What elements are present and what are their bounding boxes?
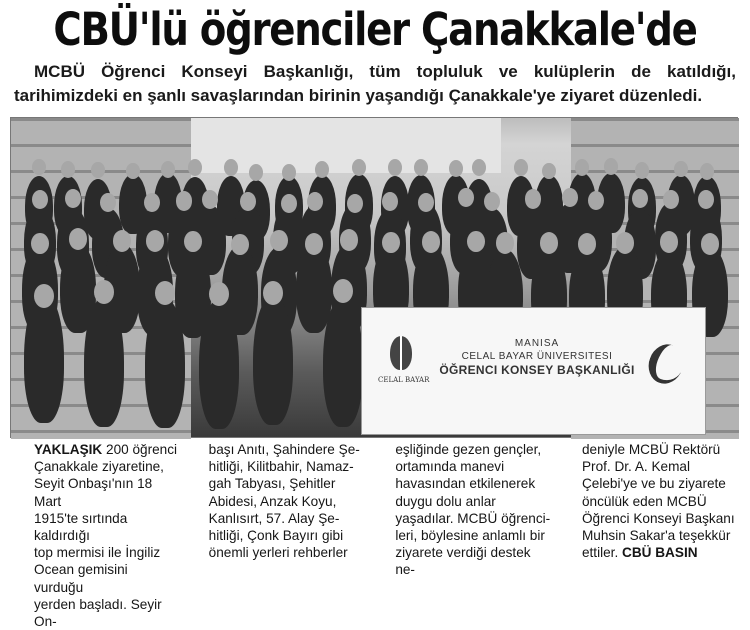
student-face <box>270 230 288 252</box>
student-face <box>176 191 192 210</box>
student-face <box>305 233 323 255</box>
column-2-text: başı Anıtı, Şahindere Şe- hitliği, Kilitbahir, Namaz- gah Tabyası, Şehitler Abidesi, Anzak Koyu, Kanlısırt, 57. Alay Şe- hitliği, Çonk Bayırı gibi önemli yerleri rehberler <box>208 442 360 561</box>
student-silhouette <box>199 299 239 429</box>
student-face <box>202 190 218 209</box>
student-face <box>315 161 329 178</box>
student-face <box>32 159 46 176</box>
student-face <box>604 158 618 175</box>
student-face <box>414 159 428 176</box>
student-face <box>184 231 202 253</box>
university-logo-caption: CELAL BAYAR <box>378 376 430 384</box>
student-face <box>282 164 296 181</box>
article-column-3 <box>395 441 553 578</box>
torch-icon <box>390 336 412 370</box>
student-face <box>449 160 463 177</box>
student-face <box>418 193 434 212</box>
student-face <box>31 233 49 255</box>
student-face <box>146 230 164 252</box>
student-face <box>188 159 202 176</box>
student-face <box>660 231 678 253</box>
student-face <box>388 159 402 176</box>
deck-summary: MCBÜ Öğrenci Konseyi Başkanlığı, tüm topluluk ve kulüplerin de katıldığı, tarihimizdeki en şanlı savaşlarından birinin yaşandığı Çanakkale'ye ziyaret düzenledi. <box>14 62 736 105</box>
student-face <box>698 190 714 209</box>
student-face <box>155 281 175 305</box>
student-face <box>635 162 649 179</box>
column-3-text: eşliğinde gezen gençler, ortamında manevi havasından etkilenerek duygu dolu anlar yaşadılar. MCBÜ öğrenci- leri, böylesine anlamlı bir ziyarete verdiği destek ne- <box>395 442 551 578</box>
student-silhouette <box>84 297 124 427</box>
group-photo <box>10 117 738 438</box>
student-face <box>663 190 679 209</box>
student-face <box>700 163 714 180</box>
student-face <box>496 232 514 254</box>
student-face <box>382 232 400 254</box>
student-face <box>240 192 256 211</box>
student-face <box>422 231 440 253</box>
student-face <box>34 284 54 308</box>
student-silhouette <box>24 293 64 423</box>
student-face <box>69 228 87 250</box>
student-face <box>352 159 366 176</box>
student-silhouette <box>296 243 332 333</box>
byline-signature: CBÜ BASIN <box>622 545 698 561</box>
student-silhouette <box>145 298 185 428</box>
student-face <box>65 189 81 208</box>
student-face <box>340 229 358 251</box>
student-face <box>575 159 589 176</box>
article-column-2 <box>209 441 367 571</box>
column-1-text: 200 öğrenci Çanakkale ziyaretine, Seyit Onbaşı'nın 18 Mart 1915'te sırtında kaldırdığı top mermisi ile İngiliz Ocean gemisini vurduğu yerden başladı. Seyir On- <box>34 442 178 630</box>
student-face <box>525 189 541 208</box>
council-logo <box>649 344 683 384</box>
student-face <box>578 233 596 255</box>
student-face <box>249 164 263 181</box>
student-silhouette <box>323 297 363 427</box>
lead-word: YAKLAŞIK <box>34 442 103 457</box>
student-council-banner <box>361 307 706 435</box>
article-column-4 <box>582 441 740 571</box>
university-logo <box>378 336 430 408</box>
student-face <box>467 231 485 253</box>
column-4-text: deniyle MCBÜ Rektörü Prof. Dr. A. Kemal Çelebi'ye ve bu ziyarete öncülük eden MCBÜ Öğrenci Konseyi Başkanı Muhsin Sakar'a teşekkür ettiler. <box>581 442 735 561</box>
student-face <box>674 161 688 178</box>
student-face <box>333 279 353 303</box>
student-face <box>91 162 105 179</box>
student-face <box>472 159 486 176</box>
crescent-icon <box>643 339 689 388</box>
student-face <box>484 192 500 211</box>
student-face <box>632 189 648 208</box>
student-face <box>161 161 175 178</box>
banner-university: CELAL BAYAR ÜNIVERSITESI <box>461 351 613 362</box>
student-face <box>144 193 160 212</box>
student-face <box>458 188 474 207</box>
banner-council: ÖĞRENCI KONSEY BAŞKANLIĞI <box>439 363 635 377</box>
student-face <box>307 192 323 211</box>
article-body <box>34 441 740 630</box>
banner-city: MANISA <box>514 338 560 349</box>
student-silhouette <box>253 295 293 425</box>
headline: CBÜ'lü öğrenciler Çanakkale'de <box>53 3 697 56</box>
student-face <box>224 159 238 176</box>
student-face <box>263 281 283 305</box>
student-face <box>701 233 719 255</box>
article-column-1 <box>34 441 180 630</box>
student-face <box>514 159 528 176</box>
student-face <box>540 232 558 254</box>
banner-text <box>432 338 642 378</box>
student-face <box>61 161 75 178</box>
student-face <box>281 194 297 213</box>
